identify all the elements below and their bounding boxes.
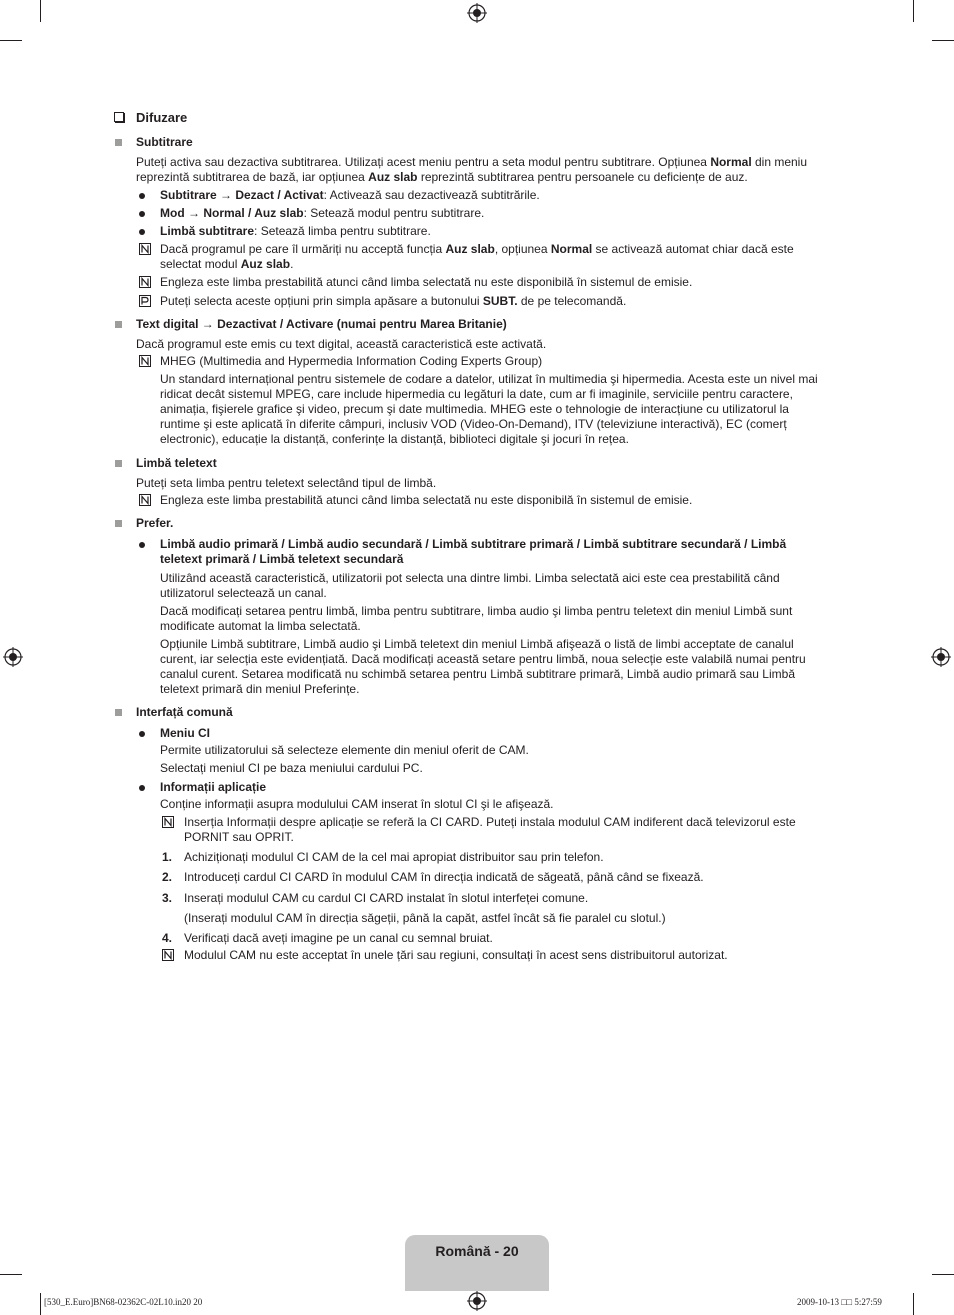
note-text: Dacă programul pe care îl urmăriți nu acceptă funcția Auz slab, opțiunea Normal se activează automat chiar dacă este selectat modul Auz slab. [160, 242, 794, 271]
step-text: (Inserați modulul CAM în direcția săgeții, până la capăt, astfel încât să fie paralel cu slotul.) [184, 911, 666, 925]
square-bullet-icon [115, 709, 122, 716]
page-number-label: Română - 20 [435, 1243, 519, 1259]
prefer-paragraph: Opțiunile Limbă subtitrare, Limbă audio şi Limbă teletext din meniul Limbă afişează o listă de limbi acceptate de canalul curent, iar selecția este evidențiată. Dacă modificați această setare pentru limbă, noua selecție este valabilă numai pentru canalul curent. Setarea modificată nu schimbă setarea pentru Limbă subtitrare primară, Limbă audio primară sau Limbă teletext primară din meniul Preferințe. [160, 637, 806, 696]
info-aplicatie-line: Conține informații asupra modulului CAM inserat în slotul CI şi le afişează. [160, 797, 554, 811]
meniu-ci-line: Selectați meniul CI pe baza meniului cardului PC. [160, 761, 423, 775]
prefer-paragraph: Dacă modificați setarea pentru limbă, limba pentru subtitrare, limba audio şi limba pentru teletext din meniul Limbă sunt modificate automat la limba selectată. [160, 604, 793, 633]
crop-mark [932, 1274, 954, 1275]
note-icon [162, 816, 174, 828]
note-text: MHEG (Multimedia and Hypermedia Information Coding Experts Group) [160, 354, 543, 368]
bullet-dot-icon [139, 229, 145, 235]
note-icon [162, 949, 174, 961]
subtitrare-intro: Puteți activa sau dezactiva subtitrarea. Utilizați acest meniu pentru a seta modul pentru subtitrare. Opțiunea Normal din meniu reprezintă subtitrarea de bază, iar opțiunea Auz slab reprezintă subtitrarea pentru persoanele cu deficiențe de auz. [136, 155, 808, 184]
step-text: Introduceți cardul CI CARD în modulul CAM în direcția indicată de săgeată, până când se fixează. [184, 870, 704, 884]
bullet-dot-icon [139, 193, 145, 199]
crop-mark [913, 1293, 914, 1315]
square-bullet-icon [115, 321, 122, 328]
mheg-description: Un standard internațional pentru sistemele de codare a datelor, utilizat în multimedia şi hipermedia. Acesta este un nivel mai ridicat decât sistemul MPEG, care include hipermedia cu legături la date, cum ar fi imaginile, serviciile pentru caractere, animația, fişierele grafice şi video, precum şi date multimedia. MHEG este o tehnologie de interacțiune cu utilizatorul la runtime şi este aplicată în diferite câmpuri, inclusiv VOD (Video-On-Demand), ITV (televiziune interactivă), EC (comerț electronic), educație la distanță, conferințe la distanță, biblioteci digitale şi jocuri în rețea. [160, 372, 818, 446]
step-text: Inserați modulul CAM cu cardul CI CARD instalat în slotul interfeței comune. [184, 891, 589, 905]
crop-mark [0, 1274, 22, 1275]
note-icon [139, 494, 151, 506]
registration-mark-icon [3, 647, 23, 667]
footer-timestamp: 2009-10-13 □□ 5:27:59 [797, 1297, 882, 1307]
registration-mark-icon [467, 1291, 487, 1311]
text-digital-intro: Dacă programul este emis cu text digital, această caracteristică este activată. [136, 337, 547, 351]
note-icon [139, 276, 151, 288]
bullet-dot-icon [139, 731, 145, 737]
registration-mark-icon [467, 3, 487, 23]
step-number: 1. [162, 850, 173, 864]
note-text: Puteți selecta aceste opțiuni prin simpla apăsare a butonului SUBT. de pe telecomandă. [160, 294, 627, 308]
remote-button-icon [139, 295, 151, 307]
note-icon [139, 355, 151, 367]
note-text: Engleza este limba prestabilită atunci când limba selectată nu este disponibilă în sistemul de emisie. [160, 493, 693, 507]
step-text: Achiziționați modulul CI CAM de la cel mai apropiat distribuitor sau prin telefon. [184, 850, 604, 864]
step-number: 4. [162, 931, 173, 945]
bullet-dot-icon [139, 211, 145, 217]
limba-teletext-intro: Puteți seta limba pentru teletext selectând tipul de limbă. [136, 476, 437, 490]
crop-mark [0, 40, 22, 41]
footer-file-info: [530_E.Euro]BN68-02362C-02L10.in20 20 [44, 1297, 203, 1307]
note-text: Modulul CAM nu este acceptat în unele țări sau regiuni, consultați în acest sens distribuitorul autorizat. [184, 948, 728, 962]
note-text: Inserția Informații despre aplicație se referă la CI CARD. Puteți instala modulul CAM indiferent dacă televizorul este PORNIT sau OPRIT. [184, 815, 796, 844]
bullet-item: Mod → Normal / Auz slab: Setează modul pentru subtitrare. [160, 206, 485, 220]
square-bullet-icon [115, 520, 122, 527]
meniu-ci-line: Permite utilizatorului să selecteze elemente din meniul oferit de CAM. [160, 743, 529, 757]
subsection-heading-limba-teletext: Limbă teletext [136, 456, 217, 470]
bullet-dot-icon [139, 542, 145, 548]
subsection-heading-prefer: Prefer. [136, 516, 174, 530]
step-number: 2. [162, 870, 173, 884]
note-text: Engleza este limba prestabilită atunci când limba selectată nu este disponibilă în sistemul de emisie. [160, 275, 693, 289]
subsection-heading-subtitrare: Subtitrare [136, 135, 193, 149]
step-text: Verificați dacă aveți imagine pe un canal cu semnal bruiat. [184, 931, 493, 945]
section-title: Difuzare [136, 110, 188, 125]
prefer-bullet-title: Limbă audio primară / Limbă audio secundară / Limbă subtitrare primară / Limbă subtitrare secundară / Limbă teletext primară / Limbă teletext secundară [160, 537, 787, 566]
note-icon [139, 243, 151, 255]
square-bullet-icon [115, 460, 122, 467]
bullet-item: Subtitrare → Dezact / Activat: Activează sau dezactivează subtitrările. [160, 188, 540, 202]
subsection-heading-text-digital: Text digital → Dezactivat / Activare (numai pentru Marea Britanie) [136, 317, 507, 331]
crop-mark [40, 1293, 41, 1315]
prefer-paragraph: Utilizând această caracteristică, utilizatorii pot selecta una dintre limbi. Limba selectată aici este cea prestabilită când utilizatorul selectează un canal. [160, 571, 780, 600]
crop-mark [40, 0, 41, 22]
square-bullet-icon [115, 139, 122, 146]
info-aplicatie-title: Informații aplicație [160, 780, 267, 794]
crop-mark [932, 40, 954, 41]
meniu-ci-title: Meniu CI [160, 726, 210, 740]
crop-mark [913, 0, 914, 22]
step-number: 3. [162, 891, 173, 905]
registration-mark-icon [931, 647, 951, 667]
bullet-dot-icon [139, 785, 145, 791]
bullet-item: Limbă subtitrare: Setează limba pentru subtitrare. [160, 224, 431, 238]
checkbox-square-icon [114, 112, 124, 122]
subsection-heading-interfata: Interfață comună [136, 705, 233, 719]
